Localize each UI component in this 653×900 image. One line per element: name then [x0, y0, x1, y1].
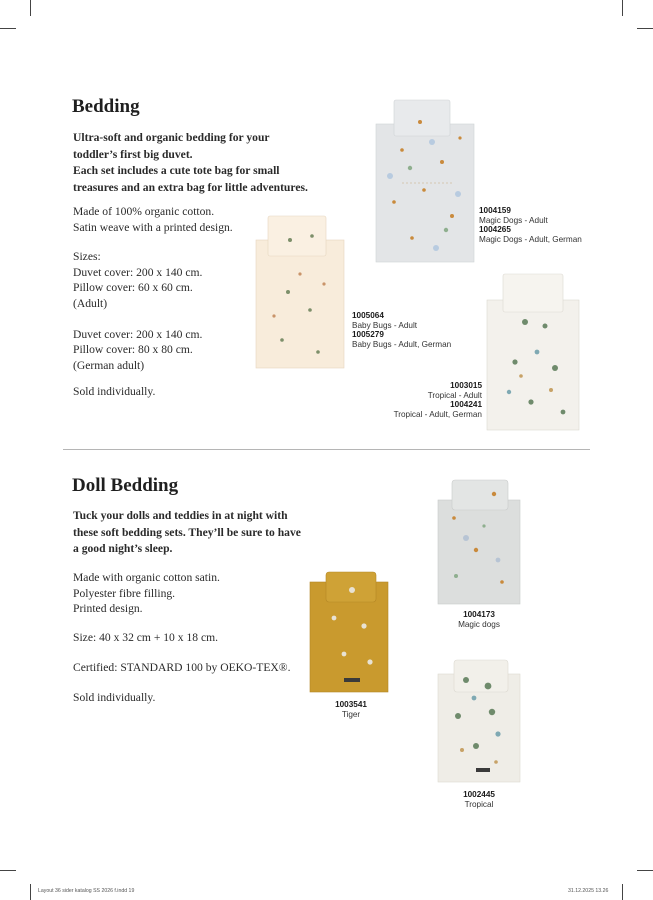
text-line: Each set includes a cute tote bag for small [73, 164, 280, 177]
doll-tropical-image [436, 658, 522, 784]
product-name: Baby Bugs - Adult, German [352, 339, 452, 349]
product-name: Magic Dogs - Adult [479, 215, 548, 225]
crop-mark [622, 884, 623, 900]
doll-bedding-title: Doll Bedding [72, 475, 179, 496]
text-line: Made of 100% organic cotton. [73, 205, 215, 218]
doll-bedding-certified: Certified: STANDARD 100 by OEKO-TEX®. [73, 661, 291, 674]
tropical-duvet-image [485, 272, 581, 432]
text-line: a good night’s sleep. [73, 542, 173, 555]
text-line: Duvet cover: 200 x 140 cm. [73, 265, 203, 279]
product-name: Tropical - Adult, German [393, 409, 482, 419]
text-line: these soft bedding sets. They’ll be sure to have [73, 525, 301, 539]
product-code: 1005064 [352, 311, 384, 320]
text-line: Satin weave with a printed design. [73, 220, 233, 234]
text-line: Duvet cover: 200 x 140 cm. [73, 327, 203, 341]
baby-bugs-label [352, 311, 451, 349]
product-name: Magic dogs [458, 619, 500, 629]
text-line: Sizes: [73, 250, 101, 263]
doll-tropical-label [440, 790, 518, 809]
doll-tiger-image [308, 570, 390, 694]
crop-mark [637, 28, 653, 29]
product-code: 1003015 [450, 381, 482, 390]
doll-bedding-sold: Sold individually. [73, 691, 156, 704]
doll-tiger-label [312, 700, 390, 719]
product-name: Tropical - Adult [427, 390, 482, 400]
bedding-material [73, 204, 233, 235]
text-line: Pillow cover: 60 x 60 cm. [73, 281, 193, 294]
text-line: Pillow cover: 80 x 80 cm. [73, 343, 193, 356]
crop-mark [0, 870, 16, 871]
product-code: 1004159 [479, 206, 511, 215]
bedding-sold: Sold individually. [73, 385, 156, 398]
text-line: Tuck your dolls and teddies in at night with [73, 509, 288, 522]
bedding-sizes [73, 249, 202, 373]
product-code: 1002445 [463, 790, 495, 799]
magic-dogs-adult-label [479, 206, 582, 244]
product-name: Baby Bugs - Adult [352, 320, 418, 330]
crop-mark [0, 28, 16, 29]
footer-timestamp: 31.12.2025 13.26 [568, 888, 609, 894]
text-line: (German adult) [73, 358, 145, 372]
footer-file-info: Layout 36 sider katalog SS 2026 f.indd 19 [38, 888, 135, 894]
text-line: Printed design. [73, 602, 143, 615]
product-name: Tiger [341, 709, 361, 719]
text-line: Polyester fibre filling. [73, 586, 176, 600]
spacer [73, 311, 202, 327]
product-name: Magic Dogs - Adult, German [479, 234, 582, 244]
text-line: Ultra-soft and organic bedding for your [73, 131, 270, 144]
doll-bedding-intro [73, 508, 301, 558]
product-code: 1004241 [450, 400, 482, 409]
bedding-title: Bedding [72, 96, 140, 117]
crop-mark [622, 0, 623, 16]
product-code: 1004265 [479, 225, 511, 234]
tropical-adult-label [380, 381, 482, 419]
text-line: Made with organic cotton satin. [73, 571, 220, 584]
doll-magic-dogs-image [436, 478, 522, 606]
text-line: treasures and an extra bag for little adventures. [73, 180, 308, 194]
crop-mark [637, 870, 653, 871]
text-line: toddler’s first big duvet. [73, 147, 193, 161]
section-divider [63, 449, 590, 450]
crop-mark [30, 0, 31, 16]
bedding-intro [73, 130, 308, 196]
text-line: (Adult) [73, 296, 108, 310]
product-code: 1004173 [463, 610, 495, 619]
doll-magic-dogs-label [440, 610, 518, 629]
baby-bugs-duvet-image [254, 212, 346, 370]
magic-dogs-duvet-image [372, 98, 478, 264]
product-name: Tropical [464, 799, 494, 809]
product-code: 1003541 [335, 700, 367, 709]
doll-bedding-material [73, 570, 220, 617]
doll-bedding-size: Size: 40 x 32 cm + 10 x 18 cm. [73, 631, 219, 644]
crop-mark [30, 884, 31, 900]
product-code: 1005279 [352, 330, 384, 339]
